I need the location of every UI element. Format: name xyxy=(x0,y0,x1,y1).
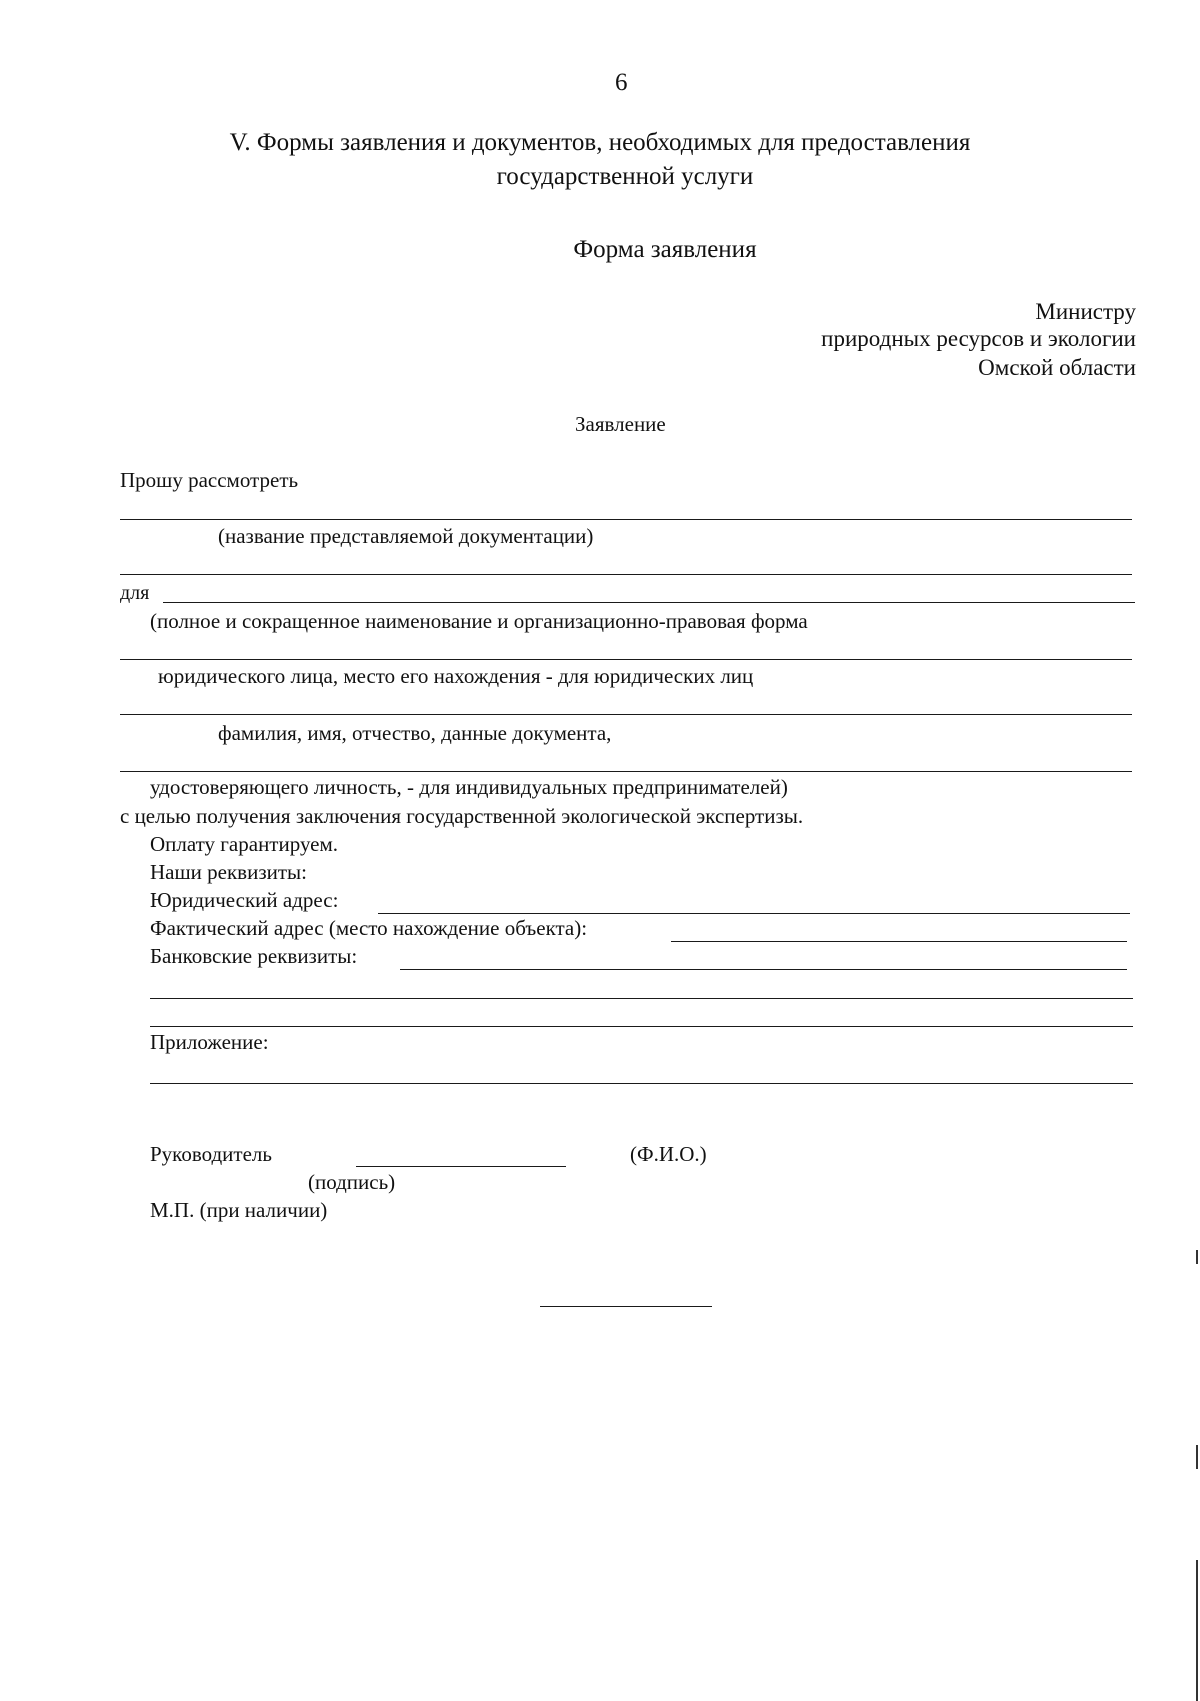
fio-label: (Ф.И.О.) xyxy=(630,1142,707,1166)
attachment-label: Приложение: xyxy=(150,1030,269,1054)
for-label: для xyxy=(120,582,150,604)
docs-name-line[interactable] xyxy=(120,519,1132,520)
purpose-text: с целью получения заключения государственной экологической экспертизы. xyxy=(120,804,804,828)
form-title: Форма заявления xyxy=(573,236,757,263)
details-label: Наши реквизиты: xyxy=(150,860,307,884)
addressee-line2: природных ресурсов и экологии xyxy=(821,326,1136,351)
addressee-line3: Омской области xyxy=(978,355,1136,380)
scan-edge-mark xyxy=(1196,1445,1198,1469)
bank-details-line-2[interactable] xyxy=(150,998,1133,999)
addressee-line1: Министру xyxy=(1035,299,1136,324)
section-title-line1: V. Формы заявления и документов, необходимых для предоставления xyxy=(229,129,971,156)
signature-hint: (подпись) xyxy=(308,1170,396,1194)
applicant-line-2[interactable] xyxy=(120,659,1132,660)
request-text: Прошу рассмотреть xyxy=(120,468,299,492)
bank-details-label: Банковские реквизиты: xyxy=(150,944,358,968)
docs-name-line-2[interactable] xyxy=(120,574,1132,575)
signature-line[interactable] xyxy=(356,1166,566,1167)
attachment-line[interactable] xyxy=(150,1083,1133,1084)
payment-text: Оплату гарантируем. xyxy=(150,832,339,856)
bank-details-line-3[interactable] xyxy=(150,1026,1133,1027)
applicant-hint-1: (полное и сокращенное наименование и организационно-правовая форма xyxy=(150,609,808,633)
applicant-hint-3: фамилия, имя, отчество, данные документа, xyxy=(218,721,612,745)
applicant-hint-2: юридического лица, место его нахождения - для юридических лиц xyxy=(158,664,754,688)
applicant-line[interactable] xyxy=(163,602,1135,603)
bank-details-line[interactable] xyxy=(400,969,1127,970)
section-title-line2: государственной услуги xyxy=(496,163,754,190)
applicant-line-4[interactable] xyxy=(120,771,1132,772)
stamp-label: М.П. (при наличии) xyxy=(150,1198,328,1222)
actual-address-line[interactable] xyxy=(671,941,1127,942)
scan-edge-mark xyxy=(1196,1250,1198,1264)
applicant-hint-4: удостоверяющего личность, - для индивидуальных предпринимателей) xyxy=(150,775,788,799)
scan-edge-mark xyxy=(1196,1560,1198,1701)
actual-address-label: Фактический адрес (место нахождение объекта): xyxy=(150,916,588,940)
document-title: Заявление xyxy=(575,412,666,436)
end-divider xyxy=(540,1306,712,1307)
legal-address-line[interactable] xyxy=(378,913,1130,914)
head-label: Руководитель xyxy=(150,1142,272,1166)
page-number: 6 xyxy=(615,69,628,96)
docs-name-hint: (название представляемой документации) xyxy=(218,524,594,548)
legal-address-label: Юридический адрес: xyxy=(150,888,339,912)
applicant-line-3[interactable] xyxy=(120,714,1132,715)
